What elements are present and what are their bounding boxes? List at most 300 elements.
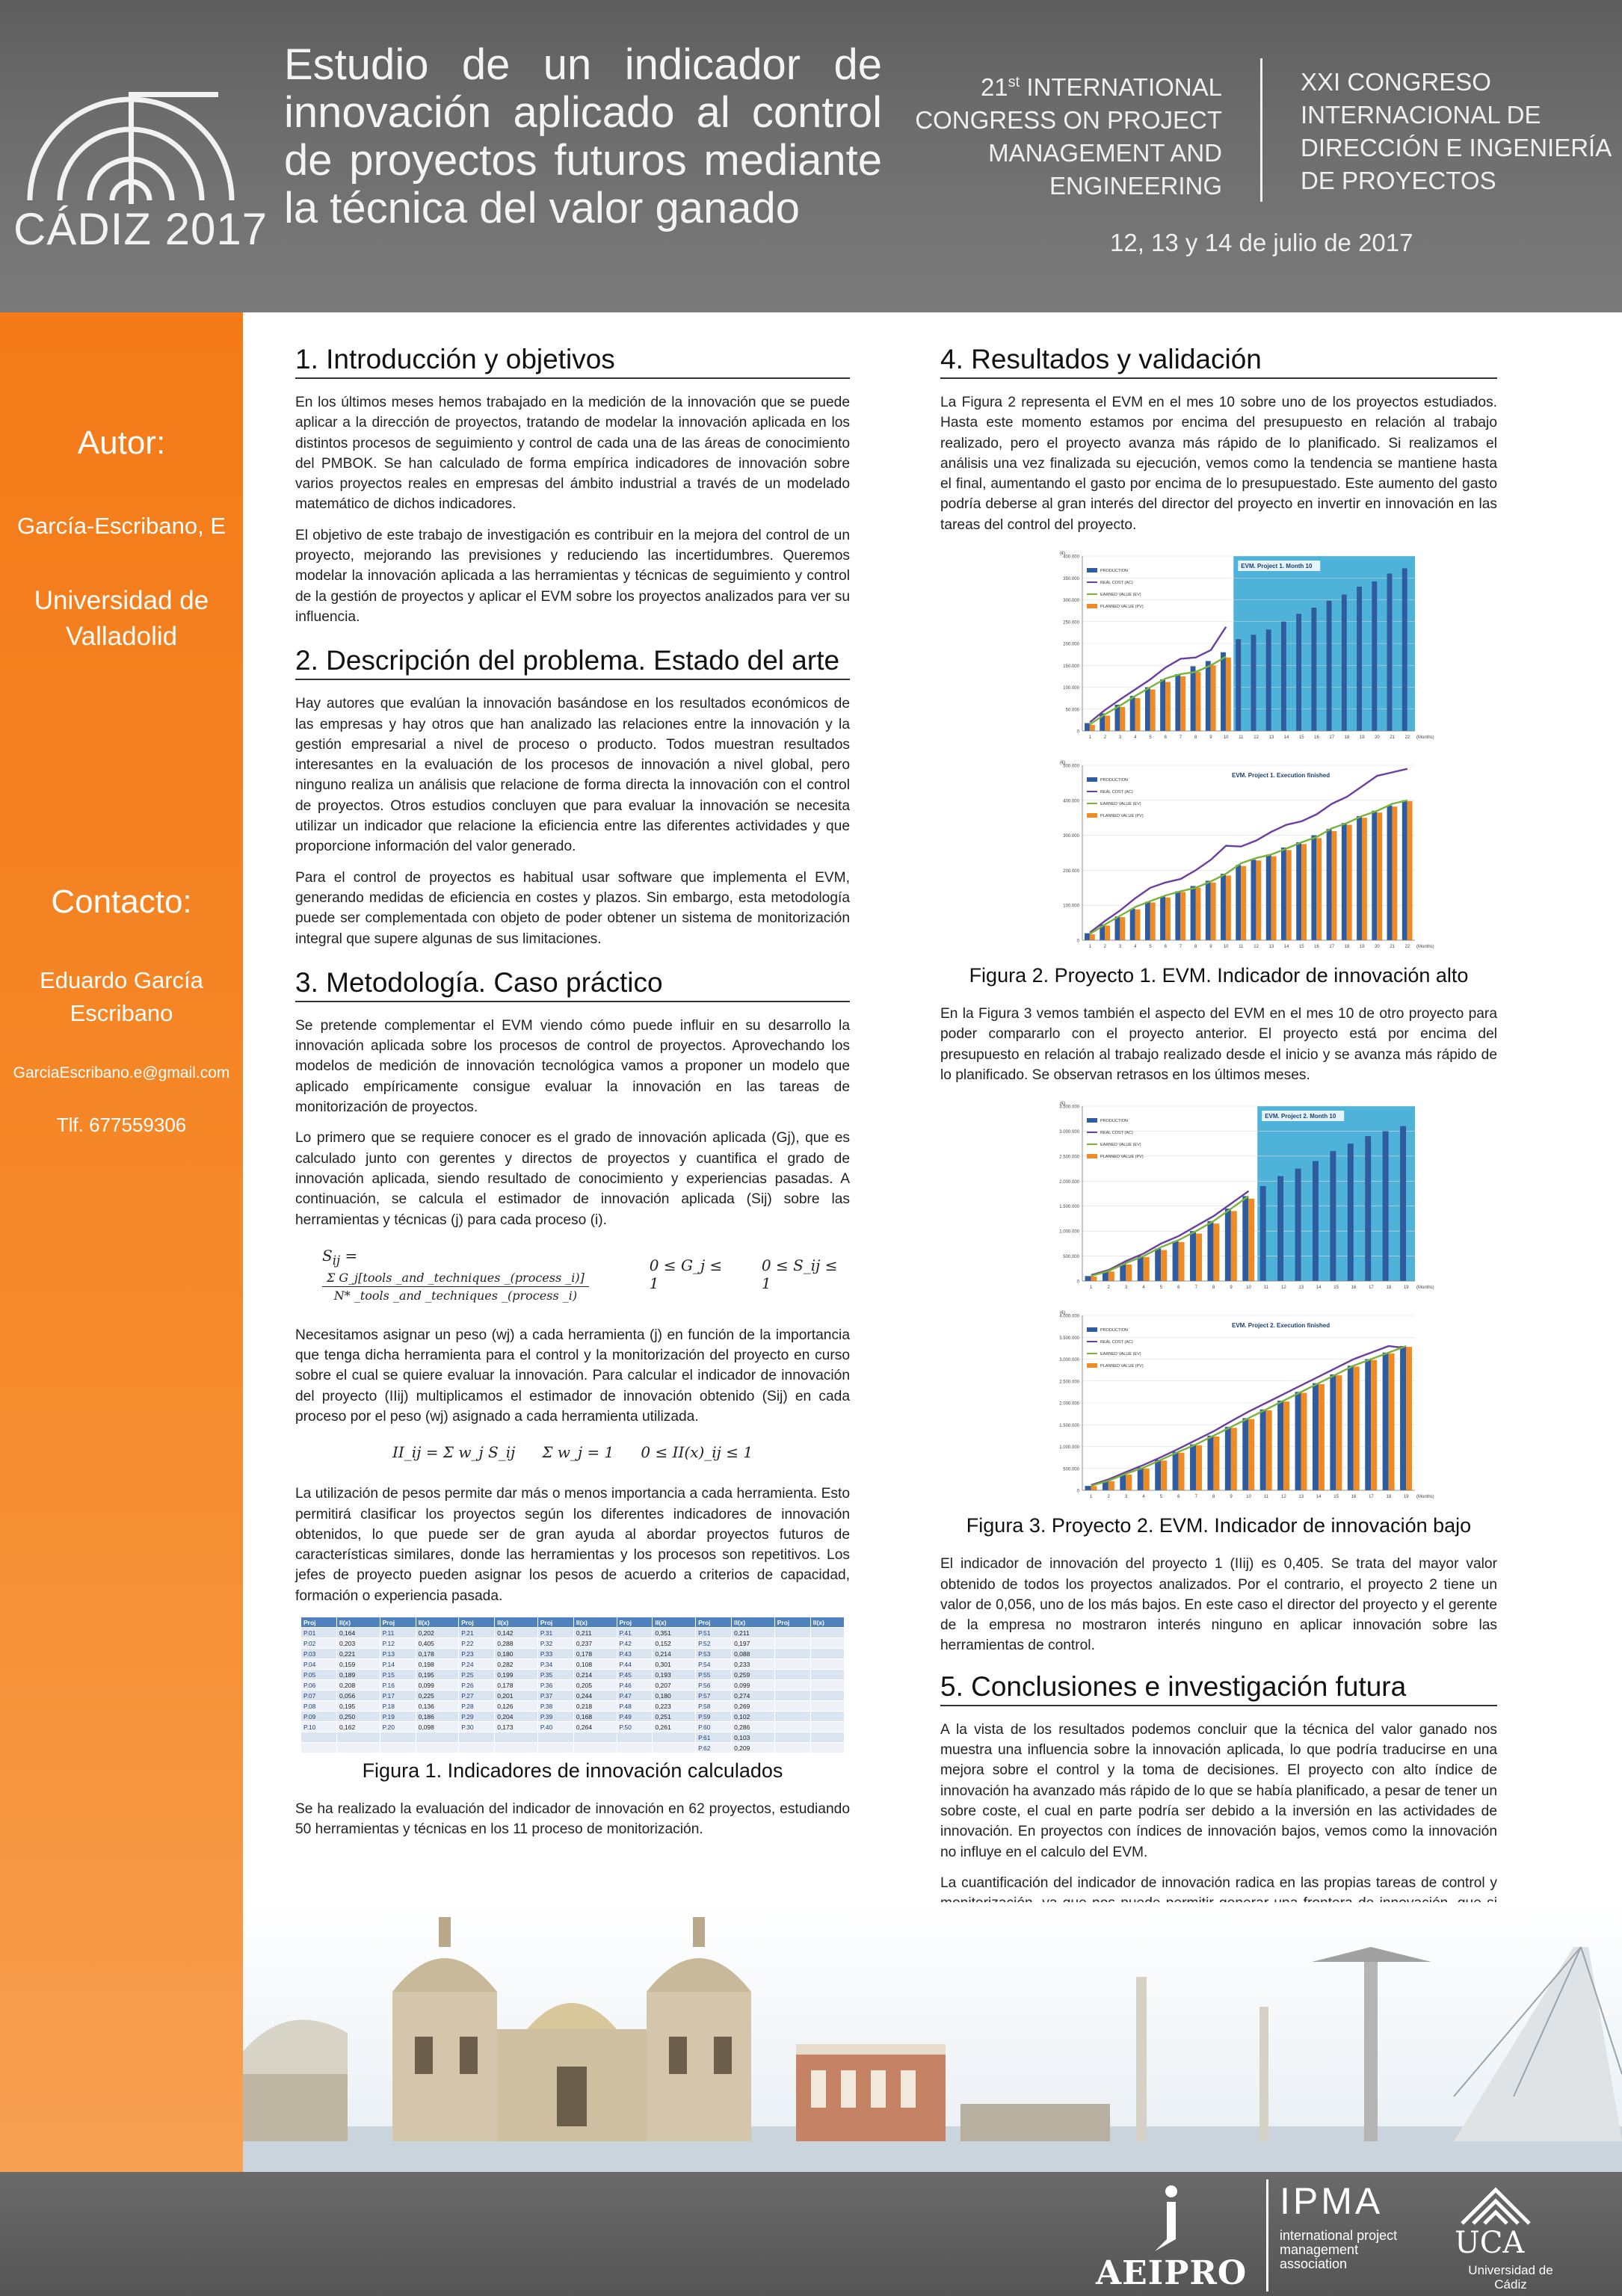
table-cell: P.52 — [696, 1638, 732, 1649]
x-tick-label: 7 — [1194, 1286, 1197, 1291]
planned-value-bar — [1196, 1445, 1202, 1490]
table-cell: P.42 — [617, 1638, 653, 1649]
table-cell: P.09 — [301, 1712, 337, 1722]
table-row — [301, 1659, 845, 1670]
table-header-cell: Proj — [774, 1617, 810, 1628]
table-cell: P.38 — [537, 1701, 573, 1712]
planned-value-bar — [1120, 707, 1125, 731]
table-cell: P.58 — [696, 1701, 732, 1712]
table-cell — [573, 1743, 617, 1753]
table-cell: 0,233 — [732, 1659, 775, 1670]
table-cell: P.44 — [617, 1659, 653, 1670]
y-tick-label: 300.000 — [1063, 599, 1079, 604]
production-bar — [1251, 860, 1256, 940]
table-cell: 0,214 — [653, 1649, 696, 1659]
x-tick-label: 3 — [1118, 945, 1122, 950]
section-3-title: 3. Metodología. Caso práctico — [295, 967, 850, 1002]
production-bar — [1295, 1169, 1301, 1281]
x-tick-label: 17 — [1329, 735, 1335, 741]
formula-ii-range: 0 ≤ II(x)_ij ≤ 1 — [641, 1443, 753, 1462]
production-bar — [1242, 1419, 1248, 1491]
x-tick-label: 8 — [1194, 735, 1197, 741]
author-university: Universidad de Valladolid — [34, 586, 209, 651]
x-tick-label: 22 — [1404, 945, 1410, 950]
table-cell: P.28 — [459, 1701, 495, 1712]
contact-phone: Tlf. 677559306 — [56, 1114, 187, 1136]
table-cell: 0,178 — [573, 1649, 617, 1659]
x-tick-label: 10 — [1223, 945, 1229, 950]
section-3-paragraph: La utilización de pesos permite dar más o menos importancia a cada herramienta. Esto permitirá clasificar los proyectos según los diferentes indicadores de innovación obtenidos, lo que puede ser de gran ayuda al abordar proyectos futuros de características similares, donde las herramientas y los procesos son repetitivos. Los jefes de proyecto pueden asignar los pesos de acuerdo a criterios de capacidad, formación o experiencia pasada. — [295, 1486, 850, 1604]
table-header-cell: II(x) — [810, 1617, 844, 1628]
x-tick-label: 11 — [1263, 1495, 1269, 1500]
planned-value-bar — [1336, 1375, 1342, 1490]
y-tick-label: 0 — [1076, 1280, 1079, 1285]
table-cell — [774, 1732, 810, 1743]
y-tick-label: 400.000 — [1063, 799, 1079, 804]
production-bar — [1348, 1366, 1354, 1491]
table-row — [301, 1712, 845, 1722]
planned-value-bar — [1180, 676, 1185, 731]
production-bar — [1365, 1360, 1371, 1491]
production-bar — [1242, 1197, 1248, 1282]
legend-label: PRODUCTION — [1100, 778, 1128, 783]
chart-title: EVM. Project 2. Execution finished — [1232, 1322, 1330, 1330]
uca-logo-subtitle: Universidad de Cádiz — [1468, 2263, 1553, 2292]
table-cell: 0,197 — [732, 1638, 775, 1649]
contact-heading: Contacto: — [51, 883, 192, 920]
table-cell: 0,221 — [336, 1649, 380, 1659]
x-tick-label: 3 — [1124, 1286, 1128, 1291]
production-bar — [1260, 1410, 1266, 1490]
planned-value-bar — [1301, 844, 1307, 940]
legend-label: EARNED VALUE (EV) — [1100, 1352, 1141, 1357]
table-cell: P.34 — [537, 1659, 573, 1670]
x-tick-label: 2 — [1103, 945, 1107, 950]
table-cell: P.10 — [301, 1722, 337, 1732]
table-cell: P.06 — [301, 1680, 337, 1691]
production-bar — [1236, 639, 1241, 731]
y-tick-label: 3.000.000 — [1059, 1130, 1079, 1135]
table-cell: 0,286 — [732, 1722, 775, 1732]
table-cell — [810, 1659, 844, 1670]
production-bar — [1221, 652, 1226, 731]
x-tick-label: 14 — [1316, 1495, 1322, 1500]
x-tick-label: 16 — [1314, 945, 1319, 950]
table-cell: P.49 — [617, 1712, 653, 1722]
formula-iiij-main: II_ij = Σ w_j S_ij — [392, 1443, 516, 1462]
table-header-cell: Proj — [301, 1617, 337, 1628]
table-cell: 0,056 — [336, 1691, 380, 1701]
table-cell: 0,189 — [336, 1670, 380, 1680]
planned-value-bar — [1180, 892, 1185, 940]
planned-value-bar — [1389, 1354, 1395, 1490]
table-cell: P.36 — [537, 1680, 573, 1691]
table-cell — [301, 1732, 337, 1743]
x-tick-label: 13 — [1298, 1495, 1304, 1500]
table-cell: 0,162 — [336, 1722, 380, 1732]
section-5-paragraph: La cuantificación del indicador de innovación radica en las propias tareas de control y — [940, 1874, 1497, 1891]
table-cell: P.02 — [301, 1638, 337, 1649]
x-tick-label: 10 — [1246, 1286, 1251, 1291]
table-cell — [336, 1743, 380, 1753]
production-bar — [1173, 1452, 1179, 1490]
table-cell: 0,142 — [495, 1628, 538, 1638]
production-bar — [1173, 1241, 1179, 1281]
x-tick-label: 19 — [1403, 1495, 1409, 1500]
aeipro-logo-icon — [1155, 2182, 1188, 2254]
table-cell: P.51 — [696, 1628, 732, 1638]
x-tick-label: 19 — [1403, 1286, 1409, 1291]
table-cell — [653, 1743, 696, 1753]
city-label: CÁDIZ 2017 — [13, 204, 268, 254]
table-cell — [810, 1628, 844, 1638]
planned-value-bar — [1283, 1402, 1289, 1491]
production-bar — [1160, 679, 1165, 731]
footer-divider — [1266, 2179, 1268, 2292]
formula-weights-sum: Σ w_j = 1 — [542, 1443, 614, 1462]
chart-title: EVM. Project 1. Execution finished — [1232, 772, 1330, 780]
congress-title-es: XXI CONGRESO INTERNACIONAL DE DIRECCIÓN E INGENIERÍA DE PROYECTOS — [1301, 68, 1611, 194]
production-bar — [1266, 854, 1271, 940]
legend-label: PLANNED VALUE (PV) — [1100, 1364, 1144, 1369]
production-bar — [1236, 865, 1241, 940]
table-cell: 0,152 — [653, 1638, 696, 1649]
x-tick-label: 22 — [1404, 735, 1410, 741]
table-row — [301, 1670, 845, 1680]
planned-value-bar — [1354, 1367, 1360, 1491]
planned-value-bar — [1319, 1384, 1325, 1490]
table-cell — [774, 1638, 810, 1649]
table-cell: P.41 — [617, 1628, 653, 1638]
table-cell: P.07 — [301, 1691, 337, 1701]
table-cell: P.46 — [617, 1680, 653, 1691]
section-1-paragraph: En los últimos meses hemos trabajado en la medición de la innovación que se puede aplicar a la dirección de proyectos, tratando de modelar la innovación aplicada en los distintos procesos de seguimiento y control de cada una de las áreas de conocimiento del PMBOK. Se han calculado de forma empírica indicadores de innovación sobre varios proyectos reales en empresas del ámbito industrial a través de un modelado matemático de dichos indicadores. — [295, 395, 850, 513]
table-cell — [774, 1680, 810, 1691]
planned-value-bar — [1226, 875, 1231, 940]
production-bar — [1175, 674, 1180, 731]
ipma-logo-text: IPMA — [1280, 2180, 1384, 2222]
x-tick-label: 9 — [1230, 1286, 1233, 1291]
table-cell: 0,261 — [653, 1722, 696, 1732]
production-bar — [1190, 1445, 1196, 1490]
poster-header — [0, 0, 1622, 312]
y-tick-label: 1.500.000 — [1059, 1424, 1079, 1429]
cadiz-skyline-illustration — [243, 1902, 1622, 2172]
planned-value-bar — [1241, 866, 1246, 940]
planned-value-bar — [1286, 850, 1292, 940]
planned-value-bar — [1347, 825, 1352, 940]
table-cell: P.53 — [696, 1649, 732, 1659]
y-tick-label: 350.000 — [1063, 576, 1079, 581]
legend-label: EARNED VALUE (EV) — [1100, 802, 1141, 807]
production-bar — [1400, 1126, 1406, 1281]
production-bar — [1085, 723, 1090, 732]
x-tick-label: 3 — [1124, 1495, 1128, 1500]
production-bar — [1313, 1161, 1319, 1281]
production-bar — [1295, 1392, 1301, 1491]
planned-value-bar — [1105, 716, 1110, 731]
legend-swatch — [1087, 813, 1097, 818]
y-axis-label: (€) — [1060, 552, 1066, 557]
production-bar — [1190, 1231, 1196, 1281]
table-cell: 0,288 — [495, 1638, 538, 1649]
production-bar — [1296, 842, 1301, 940]
planned-value-bar — [1144, 1257, 1150, 1281]
x-tick-label: 6 — [1177, 1286, 1180, 1291]
production-bar — [1155, 1460, 1161, 1490]
production-bar — [1365, 1136, 1371, 1281]
section-5-title: 5. Conclusiones e investigación futura — [940, 1671, 1497, 1706]
x-tick-label: 4 — [1134, 735, 1137, 741]
planned-value-bar — [1196, 672, 1201, 731]
table-cell — [495, 1743, 538, 1753]
legend-label: PRODUCTION — [1100, 1328, 1128, 1333]
table-cell — [774, 1712, 810, 1722]
legend-swatch — [1087, 777, 1097, 782]
evm-chart-project1-finished — [1037, 755, 1434, 957]
planned-value-bar — [1266, 1410, 1272, 1490]
planned-value-bar — [1256, 860, 1261, 940]
legend-label: REAL COST (AC) — [1100, 1131, 1133, 1136]
section-2-paragraph: Para el control de proyectos es habitual usar software que implementa el EVM, generando medidas de eficiencia en costes y plazos. Sin embargo, esta metodología puede ser complementada con objeto de poder obtener un sistema de monitorización integral que supere algunas de sus limitaciones. — [295, 869, 850, 947]
y-tick-label: 100.000 — [1063, 686, 1079, 691]
y-tick-label: 200.000 — [1063, 642, 1079, 647]
table-cell: 0,269 — [732, 1701, 775, 1712]
table-cell: P.12 — [380, 1638, 416, 1649]
ipma-logo-subtitle: international project management association — [1280, 2228, 1398, 2271]
table-cell — [810, 1712, 844, 1722]
table-cell: P.37 — [537, 1691, 573, 1701]
evm-chart-project1-month10 — [1037, 546, 1434, 747]
table-cell: P.14 — [380, 1659, 416, 1670]
table-cell: P.05 — [301, 1670, 337, 1680]
table-cell: 0,173 — [495, 1722, 538, 1732]
x-tick-label: 15 — [1333, 1286, 1339, 1291]
x-tick-label: 6 — [1164, 945, 1167, 950]
production-bar — [1357, 816, 1362, 940]
y-tick-label: 100.000 — [1063, 904, 1079, 909]
x-tick-label: 19 — [1359, 945, 1365, 950]
table-cell: P.26 — [459, 1680, 495, 1691]
x-tick-label: 11 — [1263, 1286, 1269, 1291]
table-cell: 0,159 — [336, 1659, 380, 1670]
table-cell — [416, 1732, 459, 1743]
planned-value-bar — [1150, 690, 1156, 732]
table-row — [301, 1722, 845, 1732]
production-bar — [1311, 836, 1316, 940]
table-cell: P.33 — [537, 1649, 573, 1659]
contact-email[interactable]: GarciaEscribano.e@gmail.com — [13, 1064, 230, 1081]
table-cell — [459, 1732, 495, 1743]
table-cell: 0,195 — [416, 1670, 459, 1680]
planned-value-bar — [1211, 883, 1216, 940]
table-cell: 0,218 — [573, 1701, 617, 1712]
production-bar — [1138, 1256, 1144, 1281]
production-bar — [1330, 1151, 1336, 1281]
planned-value-bar — [1316, 838, 1322, 940]
x-tick-label: 12 — [1253, 945, 1259, 950]
y-tick-label: 2.500.000 — [1059, 1155, 1079, 1160]
production-bar — [1155, 1249, 1161, 1281]
production-bar — [1330, 1374, 1336, 1490]
table-cell: P.47 — [617, 1691, 653, 1701]
x-tick-label: 9 — [1209, 945, 1212, 950]
table-cell: 0,205 — [573, 1680, 617, 1691]
planned-value-bar — [1165, 898, 1171, 940]
legend-swatch — [1087, 604, 1097, 608]
production-bar — [1400, 1346, 1406, 1490]
table-cell: 0,198 — [416, 1659, 459, 1670]
production-bar — [1296, 614, 1301, 731]
production-bar — [1311, 608, 1316, 731]
table-cell — [495, 1732, 538, 1743]
table-cell: 0,301 — [653, 1659, 696, 1670]
production-bar — [1383, 1132, 1389, 1282]
table-header-cell: II(x) — [732, 1617, 775, 1628]
table-header-cell: Proj — [617, 1617, 653, 1628]
author-name: García-Escribano, E — [16, 513, 226, 539]
figure-3-caption: Figura 3. Proyecto 2. EVM. Indicador de innovación bajo — [966, 1514, 1472, 1537]
table-cell: P.25 — [459, 1670, 495, 1680]
production-bar — [1225, 1209, 1231, 1281]
table-cell — [774, 1691, 810, 1701]
production-bar — [1130, 696, 1135, 731]
x-tick-label: 15 — [1298, 945, 1304, 950]
table-cell: 0,199 — [495, 1670, 538, 1680]
x-tick-label: 2 — [1107, 1495, 1110, 1500]
table-cell: P.11 — [380, 1628, 416, 1638]
y-tick-label: 1.000.000 — [1059, 1445, 1079, 1451]
formula-sij-range: 0 ≤ S_ij ≤ 1 — [761, 1256, 838, 1293]
x-tick-label: 4 — [1142, 1495, 1145, 1500]
y-axis-label: (€) — [1060, 761, 1066, 766]
x-tick-label: 17 — [1369, 1286, 1374, 1291]
table-cell: 0,180 — [653, 1691, 696, 1701]
table-cell: P.48 — [617, 1701, 653, 1712]
y-tick-label: 500.000 — [1063, 1467, 1079, 1472]
production-bar — [1114, 916, 1120, 940]
table-cell: 0,108 — [573, 1659, 617, 1670]
planned-value-bar — [1120, 917, 1125, 940]
planned-value-bar — [1179, 1242, 1185, 1281]
production-bar — [1383, 1353, 1389, 1490]
production-bar — [1085, 1277, 1091, 1282]
production-bar — [1138, 1468, 1144, 1490]
planned-value-bar — [1231, 1428, 1237, 1491]
planned-value-bar — [1091, 1487, 1097, 1491]
legend-label: PLANNED VALUE (PV) — [1100, 814, 1144, 819]
y-tick-label: 200.000 — [1063, 868, 1079, 874]
planned-value-bar — [1196, 1234, 1202, 1282]
x-tick-label: 15 — [1298, 735, 1304, 741]
table-cell: P.16 — [380, 1680, 416, 1691]
table-cell: P.61 — [696, 1732, 732, 1743]
table-header-cell: Proj — [537, 1617, 573, 1628]
table-cell — [810, 1680, 844, 1691]
table-cell: 0,225 — [416, 1691, 459, 1701]
y-tick-label: 0 — [1076, 729, 1079, 735]
production-bar — [1221, 874, 1226, 940]
production-bar — [1251, 635, 1256, 731]
table-cell: 0,207 — [653, 1680, 696, 1691]
table-cell — [380, 1743, 416, 1753]
planned-value-bar — [1271, 857, 1277, 940]
table-cell: 0,204 — [495, 1712, 538, 1722]
table-cell: P.03 — [301, 1649, 337, 1659]
table-cell: 0,251 — [653, 1712, 696, 1722]
x-axis-label: (Months) — [1416, 735, 1434, 741]
production-bar — [1277, 1176, 1283, 1281]
table-cell: 0,168 — [573, 1712, 617, 1722]
chart-background — [1037, 755, 1426, 957]
table-cell: P.17 — [380, 1691, 416, 1701]
table-cell: P.50 — [617, 1722, 653, 1732]
x-tick-label: 12 — [1280, 1286, 1286, 1291]
legend-label: PRODUCTION — [1100, 1119, 1128, 1124]
table-cell: 0,201 — [495, 1691, 538, 1701]
table-header-cell: II(x) — [653, 1617, 696, 1628]
table-cell: 0,274 — [732, 1691, 775, 1701]
x-axis-label: (Months) — [1416, 1286, 1434, 1291]
legend-label: PRODUCTION — [1100, 569, 1128, 574]
table-cell: P.32 — [537, 1638, 573, 1649]
y-tick-label: 4.000.000 — [1059, 1314, 1079, 1319]
table-cell — [573, 1732, 617, 1743]
table-cell: 0,099 — [416, 1680, 459, 1691]
table-cell: 0,214 — [573, 1670, 617, 1680]
y-tick-label: 500.000 — [1063, 764, 1079, 769]
table-cell — [810, 1638, 844, 1649]
x-tick-label: 14 — [1283, 945, 1289, 950]
table-header-cell: II(x) — [336, 1617, 380, 1628]
x-tick-label: 1 — [1088, 735, 1091, 741]
legend-swatch — [1087, 1154, 1097, 1158]
x-tick-label: 6 — [1177, 1495, 1180, 1500]
production-bar — [1313, 1383, 1319, 1490]
table-cell: 0,208 — [336, 1680, 380, 1691]
table-cell: P.29 — [459, 1712, 495, 1722]
table-cell: 0,193 — [653, 1670, 696, 1680]
planned-value-bar — [1090, 934, 1095, 940]
x-tick-label: 4 — [1142, 1286, 1145, 1291]
legend-swatch — [1087, 1118, 1097, 1123]
x-tick-label: 19 — [1359, 735, 1365, 741]
table-cell: 0,351 — [653, 1628, 696, 1638]
table-header-cell: II(x) — [416, 1617, 459, 1628]
planned-value-bar — [1392, 806, 1397, 940]
planned-value-bar — [1105, 925, 1110, 940]
production-bar — [1372, 581, 1377, 731]
table-cell — [416, 1743, 459, 1753]
x-tick-label: 18 — [1386, 1495, 1392, 1500]
planned-value-bar — [1248, 1419, 1254, 1490]
section-2-title: 2. Descripción del problema. Estado del arte — [295, 645, 850, 680]
table-cell — [774, 1701, 810, 1712]
production-bar — [1281, 622, 1286, 731]
table-cell: 0,259 — [732, 1670, 775, 1680]
x-tick-label: 5 — [1159, 1495, 1163, 1500]
production-bar — [1145, 902, 1150, 940]
x-tick-label: 20 — [1375, 735, 1380, 741]
planned-value-bar — [1362, 818, 1367, 940]
table-cell: P.20 — [380, 1722, 416, 1732]
table-cell — [653, 1732, 696, 1743]
x-tick-label: 2 — [1103, 735, 1107, 741]
x-tick-label: 3 — [1118, 735, 1122, 741]
planned-value-bar — [1226, 658, 1231, 731]
table-cell: 0,405 — [416, 1638, 459, 1649]
table-cell: P.18 — [380, 1701, 416, 1712]
